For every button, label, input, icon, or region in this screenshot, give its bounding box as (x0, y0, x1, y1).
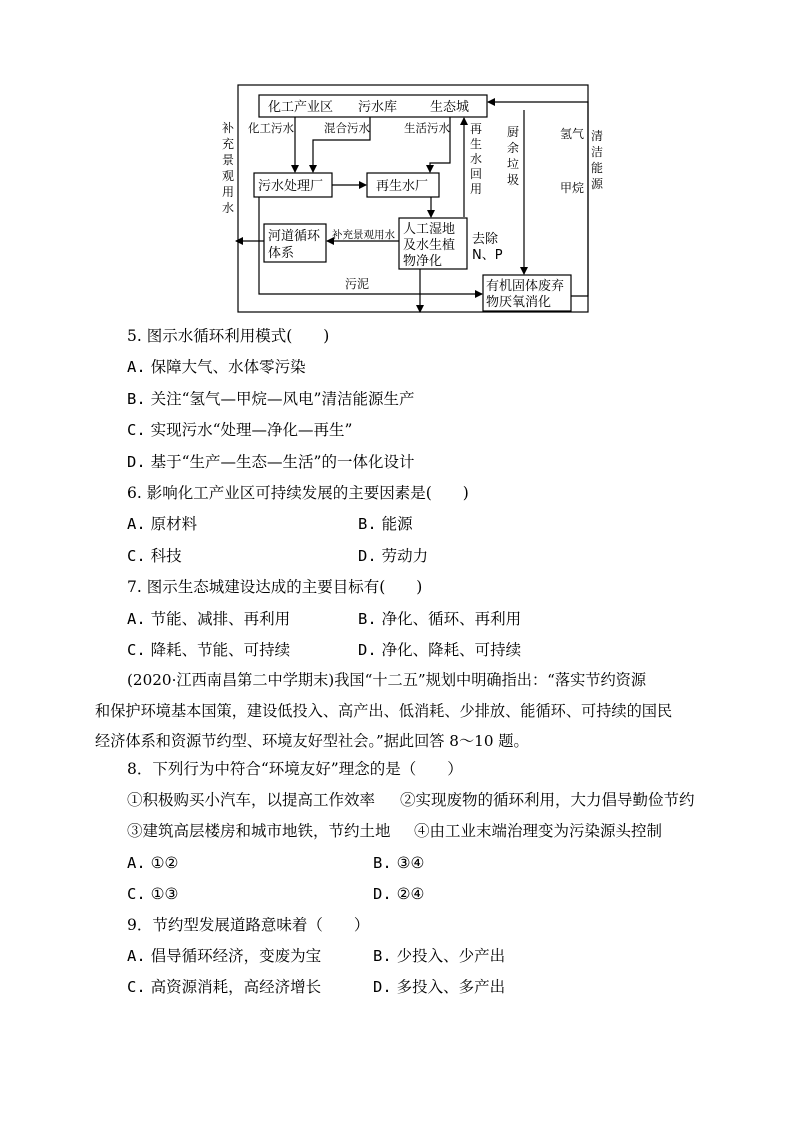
option-text: 实现污水“处理—净化—再生” (150, 421, 353, 439)
option-text: ①② (150, 854, 179, 872)
q8-item-3: ③建筑高层楼房和城市地铁，节约土地 (127, 822, 391, 840)
node-eco-city: 生态城 (430, 100, 470, 115)
option-text: ②④ (396, 885, 425, 903)
q5-option-a (127, 356, 306, 378)
option-text: 保障大气、水体零污染 (150, 358, 306, 376)
water-cycle-diagram (0, 0, 794, 330)
q7-option-a (127, 608, 290, 630)
node-wetland: 人工湿地 及水生植 物净化 (403, 222, 456, 269)
node-reclaim-plant: 再生水厂 (376, 179, 429, 194)
q6-option-d (358, 545, 428, 567)
option-letter: C. (127, 421, 146, 439)
option-letter: B. (373, 947, 392, 965)
option-text: ③④ (396, 854, 425, 872)
option-letter: D. (373, 978, 392, 996)
q8-option-d (373, 883, 424, 905)
label-mid-supplement: 补充景观用水 (332, 229, 395, 241)
label-sludge: 污泥 (345, 277, 370, 291)
option-text: 原材料 (150, 515, 198, 533)
option-letter: A. (127, 610, 146, 628)
q7-option-c (127, 639, 290, 661)
option-letter: C. (127, 978, 146, 996)
option-letter: D. (373, 885, 392, 903)
option-letter: D. (358, 641, 377, 659)
q7-option-d (358, 639, 521, 661)
q9-stem: 9．节约型发展道路意味着（ ） (127, 916, 370, 934)
label-methane: 甲烷 (560, 181, 585, 195)
label-reuse: 再 生 水 回 用 (470, 122, 483, 196)
node-industry: 化工产业区 (268, 100, 334, 115)
q9-option-b (373, 945, 505, 967)
option-letter: A. (127, 947, 146, 965)
option-text: 能源 (381, 515, 413, 533)
q6-option-b (358, 513, 413, 535)
node-reservoir: 污水库 (358, 100, 398, 115)
q6-stem: 6. 影响化工产业区可持续发展的主要因素是( ) (127, 484, 469, 502)
option-text: 净化、降耗、可持续 (381, 641, 522, 659)
option-letter: A. (127, 358, 146, 376)
option-text: 基于“生产—生态—生活”的一体化设计 (150, 453, 415, 471)
option-text: 净化、循环、再利用 (381, 610, 522, 628)
q8-item-2: ②实现废物的循环利用，大力倡导勤俭节约 (400, 791, 695, 809)
q9-option-a (127, 945, 321, 967)
label-remove-np: 去除 N、P (472, 232, 503, 263)
option-letter: C. (127, 547, 146, 565)
passage-line-3: 经济体系和资源节约型、环境友好型社会。”据此回答 8～10 题。 (95, 732, 529, 750)
option-text: 倡导循环经济，变废为宝 (150, 947, 322, 965)
option-letter: A. (127, 854, 146, 872)
option-letter: B. (358, 610, 377, 628)
option-letter: D. (127, 453, 146, 471)
node-digestion: 有机固体废弃 物厌氧消化 (486, 279, 565, 310)
label-mixed-sewage: 混合污水 (324, 121, 370, 135)
option-text: 降耗、节能、可持续 (150, 641, 291, 659)
option-letter: B. (127, 390, 146, 408)
label-clean-energy: 清 洁 能 源 (591, 129, 604, 191)
node-river: 河道循环 体系 (268, 229, 321, 261)
node-sewage-plant: 污水处理厂 (258, 179, 324, 194)
label-kitchen-waste: 厨 余 垃 圾 (507, 125, 520, 187)
q8-option-b (373, 852, 424, 874)
option-letter: C. (127, 641, 146, 659)
q8-item-4: ④由工业末端治理变为污染源头控制 (414, 822, 663, 840)
option-text: 劳动力 (381, 547, 429, 565)
q5-stem: 5. 图示水循环利用模式( ) (127, 327, 330, 345)
option-letter: A. (127, 515, 146, 533)
q6-option-c (127, 545, 182, 567)
q5-option-d (127, 451, 414, 473)
label-hydrogen: 氢气 (560, 127, 585, 141)
q8-stem: 8．下列行为中符合“环境友好”理念的是（ ） (127, 760, 463, 778)
option-text: 关注“氢气—甲烷—风电”清洁能源生产 (150, 390, 415, 408)
label-left-supplement: 补 充 景 观 用 水 (222, 121, 235, 215)
q8-item-1: ①积极购买小汽车，以提高工作效率 (127, 791, 376, 809)
option-letter: C. (127, 885, 146, 903)
option-text: 科技 (150, 547, 182, 565)
option-letter: B. (358, 515, 377, 533)
option-letter: D. (358, 547, 377, 565)
q8-option-a (127, 852, 178, 874)
q5-option-b (127, 388, 414, 410)
q8-option-c (127, 883, 178, 905)
q6-option-a (127, 513, 197, 535)
option-letter: B. (373, 854, 392, 872)
option-text: 多投入、多产出 (396, 978, 506, 996)
q9-option-d (373, 976, 505, 998)
option-text: 高资源消耗，高经济增长 (150, 978, 322, 996)
passage-line-1: (2020·江西南昌第二中学期末)我国“十二五”规划中明确指出：“落实节约资源 (127, 671, 647, 689)
label-chem-sewage: 化工污水 (248, 121, 294, 135)
option-text: 节能、减排、再利用 (150, 610, 291, 628)
label-life-sewage: 生活污水 (404, 121, 450, 135)
option-text: ①③ (150, 885, 179, 903)
q9-option-c (127, 976, 321, 998)
q7-option-b (358, 608, 521, 630)
q5-option-c (127, 419, 352, 441)
q7-stem: 7. 图示生态城建设达成的主要目标有( ) (127, 578, 423, 596)
passage-line-2: 和保护环境基本国策，建设低投入、高产出、低消耗、少排放、能循环、可持续的国民 (95, 702, 673, 720)
option-text: 少投入、少产出 (396, 947, 506, 965)
